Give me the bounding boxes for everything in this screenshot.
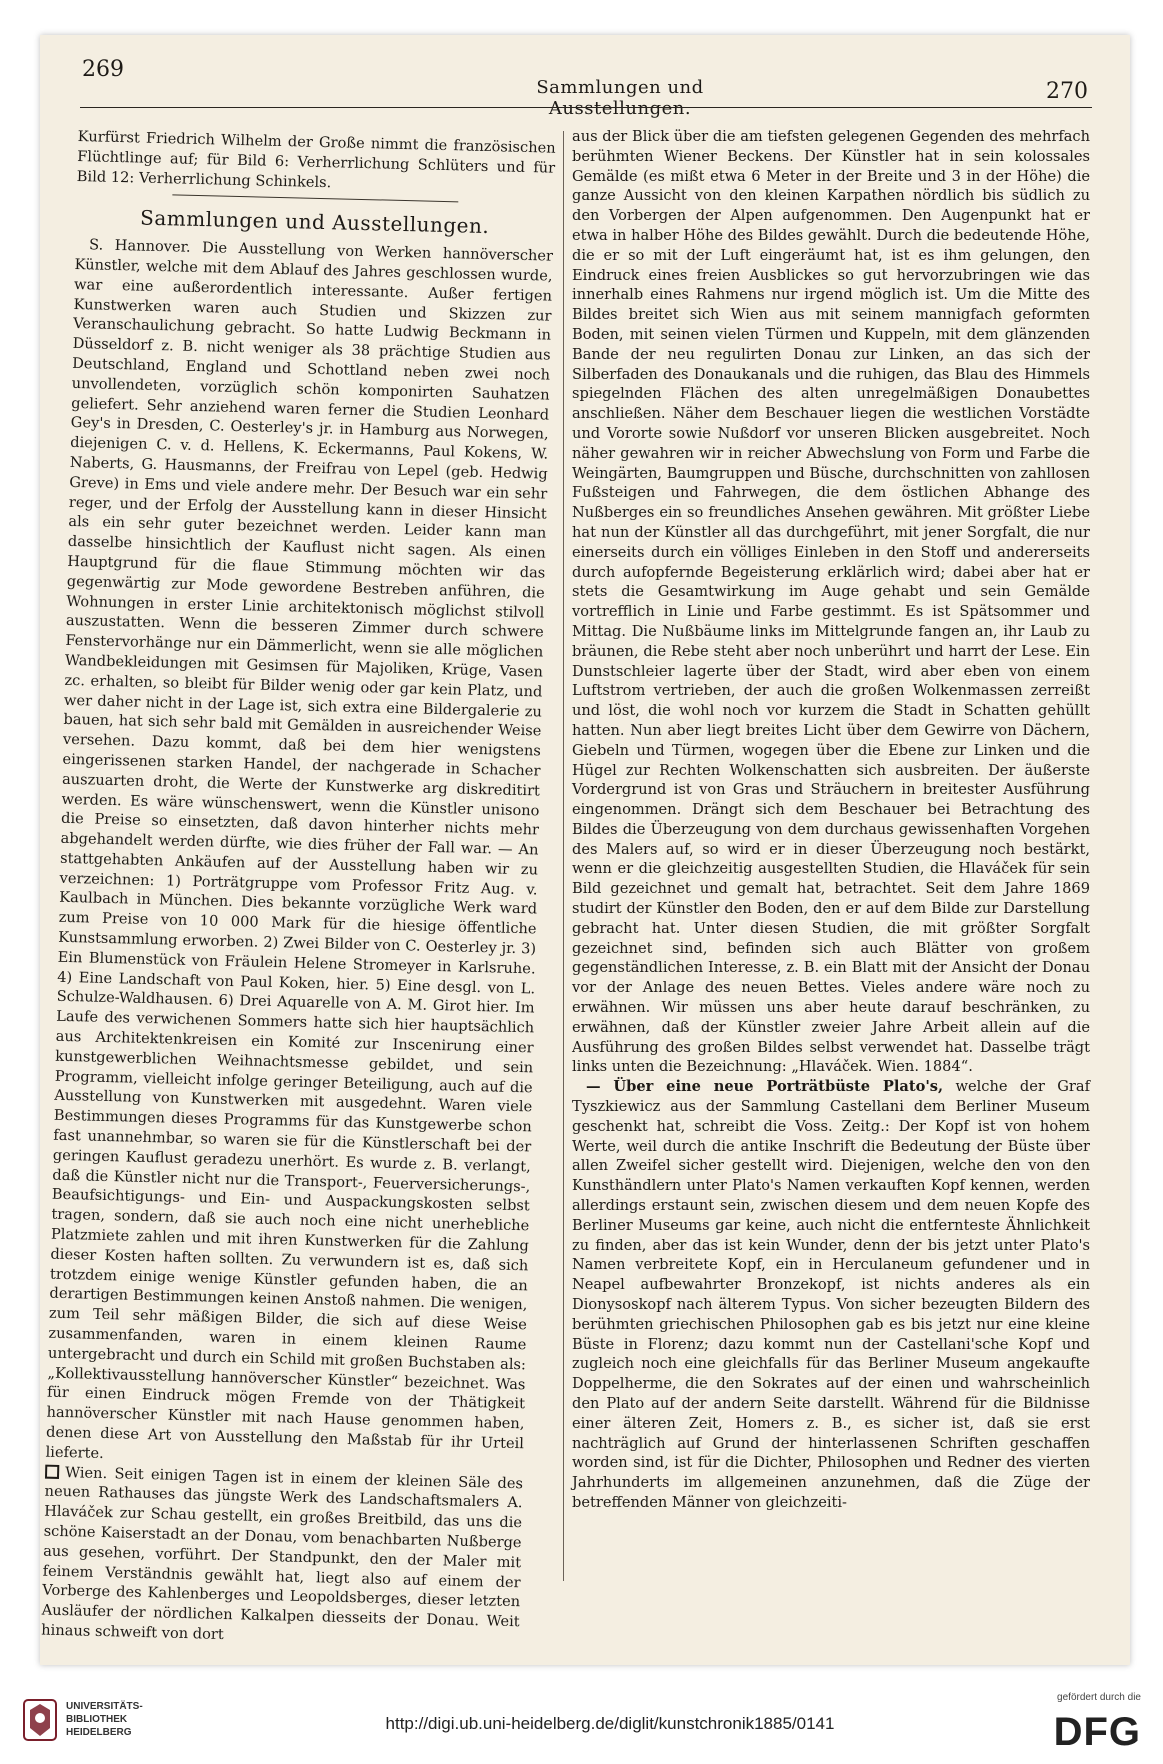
intro-paragraph: Kurfürst Friedrich Wilhelm der Große nimmt die französischen Flüchtlinge auf; für Bild 6: Verherrlichung Schlüters und für Bild 12: Verherrlichung Schinkels. [76, 127, 556, 191]
wien-paragraph: Wien. Seit einigen Tagen ist in einem der kleinen Säle des neuen Rathauses das jüngste Werk des Landschaftsmalers A. Hlaváček zur Schau gestellt, ein großes Breitbild, das uns die schöne Kaiserstadt an der Donau, vom benachbarten Nußberge aus gesehen, vorführt. Der Standpunkt, den der Maler mit feinem Verständnis gewählt hat, liegt also auf einem der Vorberge des Kahlenberges und Leopoldsberges, dieser letzten Ausläufer der nördlichen Kalkalpen diesseits der Donau. Weit hinaus schweift von dort [41, 1463, 524, 1643]
dfg-logo: DFG [1053, 1710, 1141, 1754]
wien-continuation-paragraph: aus der Blick über die am tiefsten gelegenen Gegenden des mehrfach berühmten Wiener Beckens. Der Künstler hat in sein kolossales Gemälde (es mißt etwa 6 Meter in der Breite und 3 in der Höhe) die ganze Aussicht von den kleinen Karpathen nördlich bis südlich zu den Vorbergen der Alpen aufgenommen. Den Augenpunkt hat er etwa in halber Höhe des Bildes gewählt. Durch die bedeutende Höhe, die er so mit der Luft eingeräumt hat, ist es ihm gelungen, den Eindruck eines freien Ausblickes so gut hervorzubringen wie das innerhalb eines Rahmens nur irgend möglich ist. Um die Mitte des Bildes breitet sich Wien aus mit seinem mannigfach geformten Boden, mit seinen vielen Türmen und Kuppeln, mit dem glänzenden Bande der neu regulirten Donau zur Linken, an das sich der Silberfaden des Donaukanals und die ruhigen, das Blau des Himmels spiegelnden Flächen des alten unregelmäßigen Donaubettes anschließen. Näher dem Beschauer liegen die westlichen Vorstädte und Vororte sowie Nußdorf vor unseren Blicken ausgebreitet. Noch näher gewahren wir in reicher Abwechslung von Form und Farbe die Weingärten, Baumgruppen und Büsche, durchschnitten von zahllosen Fußsteigen und Fahrwegen, die dem östlichen Abhange des Nußberges ein so freundliches Ansehen gewähren. Mit größter Liebe hat nun der Künstler all das durchgeführt, mit jener Sorgfalt, die nur einerseits durch ein völliges Einleben in den Stoff und andererseits durch aufopfernde Begeisterung erklärlich wird; dabei aber hat er stets die Gesamtwirkung im Auge gehabt und sein Gemälde vortrefflich in Linie und Farbe gestimmt. Es ist Spätsommer und Mittag. Die Nußbäume links im Mittelgrunde fangen an, ihr Laub zu bräunen, die Rebe steht aber noch unberührt und harrt der Lese. Ein Dunstschleier lagerte über der Stadt, wird aber eben von einem Luftstrom vertrieben, der auch die großen Wolkenmassen zerreißt und löst, die wohl noch vor kurzem die Stadt in Schatten gehüllt hatten. Nun aber liegt breites Licht über dem Gewirre von Dächern, Giebeln und Türmen, wogegen über die Ebene zur Linken und die Hügel zur Rechten Wolkenschatten sich ausbreiten. Der äußerste Vordergrund ist von Gras und Sträuchern in breitester Ausführung eingenommen. Drängt sich dem Beschauer bei Betrachtung des Bildes die Überzeugung von dem durchaus gewissenhaften Vorgehen des Malers auf, so wird er in dieser Überzeugung noch bestärkt, wenn er die gleichzeitig ausgestellten Studien, die Hlaváček für sein Bild gezeichnet und gemalt hat, betrachtet. Seit dem Jahre 1869 studirt der Künstler den Boden, den er auf dem Bilde zur Darstellung gebracht hat. Unter diesen Studien, die mit größter Sorgfalt gezeichnet sind, befinden sich auch Blätter von großem gegenständlichen Interesse, z. B. ein Blatt mit der Ansicht der Donau vor der Anlage des neuen Bettes. Vieles andere wäre noch zu erwähnen. Wir müssen uns aber heute darauf beschränken, zu erwähnen, daß der Künstler zweier Jahre Arbeit allein auf die Ausführung des großen Bildes selbst verwendet hat. Dasselbe trägt links unten die Bezeichnung: „Hlaváček. Wien. 1884“. [572, 128, 1090, 1076]
wien-paragraph-wrapper [41, 1462, 523, 1652]
column-divider [563, 131, 564, 1581]
plato-paragraph-wrapper [572, 1077, 1090, 1513]
sponsor-text: gefördert durch die [1057, 1692, 1141, 1703]
right-column [572, 127, 1090, 1513]
institution-name: UNIVERSITÄTS- BIBLIOTHEK HEIDELBERG [66, 1701, 143, 1738]
section-separator [172, 195, 459, 203]
square-marker-icon [45, 1464, 59, 1478]
plato-heading: — Über eine neue Porträtbüste Plato's, [586, 1078, 944, 1096]
plato-paragraph: welche der Graf Tyszkiewicz aus der Sammlung Castellani dem Berliner Museum geschenkt hat, schreibt die Voss. Zeitg.: Der Kopf ist von hohem Werte, weil durch die antike Inschrift die Bedeutung der Büste über allen Zweifel sicher gestellt wird. Diejenigen, welche den von den Kunsthändlern unter Plato's Namen verkauften Kopf kennen, werden allerdings erstaunt sein, zwischen diesem und dem neuen Kopfe des Berliner Museums gar keine, auch nicht die entfernteste Ähnlichkeit zu finden, aber das ist kein Wunder, denn der bis jetzt unter Plato's Namen verbreitete Kopf, ein in Herculaneum gefundener und in Neapel aufbewahrter Bronzekopf, ist nichts anderes als ein Dionysoskopf nach älterem Typus. Von sicher bezeugten Bildern des berühmten griechischen Philosophen gab es bis jetzt nur eine kleine Büste in Florenz; dazu kommt nun der Castellani'sche Kopf und zugleich noch eine gleichfalls für das Berliner Museum angekaufte Doppelherme, die den Sokrates auf der einen und wahrscheinlich den Plato auf der andern Seite darstellt. Während für die Bildnisse einer älteren Zeit, Homers z. B., es sicher ist, daß sie erst nachträglich auf Grund der hinterlassenen Schriften geschaffen worden sind, ist für die Dichter, Philosophen und Redner des vierten Jahrhunderts im allgemeinen anzunehmen, daß die Züge der betreffenden Männer von gleichzeiti- [572, 1078, 1091, 1511]
hannover-paragraph: S. Hannover. Die Ausstellung von Werken hannöverscher Künstler, welche mit dem Ablauf des Jahres geschlossen wurde, war eine außerordentlich interessante. Außer fertigen Kunstwerken waren auch Studien und Skizzen zur Veranschaulichung gebracht. So hatte Ludwig Beckmann in Düsseldorf z. B. nicht weniger als 38 prächtige Studien aus Deutschland, England und Schottland neben zwei noch unvollendeten, vorzüglich schön komponirten Sauhatzen geliefert. Sehr anziehend waren ferner die Studien Leonhard Gey's in Dresden, C. Oesterley's jr. in Hamburg aus Norwegen, diejenigen C. v. d. Hellens, K. Eckermanns, Paul Kokens, W. Naberts, G. Hausmanns, der Freifrau von Lepel (geb. Hedwig Greve) in Ems und viele andere mehr. Der Besuch war ein sehr reger, und der Erfolg der Ausstellung kann in dieser Hinsicht als ein sehr guter bezeichnet werden. Leider kann man dasselbe hinsichtlich der Kauflust nicht sagen. Als einen Hauptgrund für die flaue Stimmung möchten wir das gegenwärtig zur Mode gewordene Bestreben anführen, die Wohnungen in erster Linie architektonisch möglichst stilvoll auszustatten. Wenn die besseren Zimmer durch schwere Fenstervorhänge nur ein Dämmerlicht, wenn sie alle möglichen Wandbekleidungen mit Gesimsen für Majoliken, Krüge, Vasen zc. erhalten, so bleibt für Bilder wenig oder gar kein Platz, und wer daher nicht in der Lage ist, sich extra eine Bildergalerie zu bauen, hat sich sehr bald mit Gemälden in ausreichender Weise versehen. Dazu kommt, daß bei dem hier wenigstens eingerissenen starken Handel, der nachgerade in Schacher auszuarten droht, die Werte der Kunstwerke arg diskreditirt werden. Es wäre wünschenswert, wenn die Künstler unisono die Preise so einsetzten, daß davon hinterher nichts mehr abgehandelt werden dürfte, wie dies früher der Fall war. — An stattgehabten Ankäufen auf der Ausstellung haben wir zu verzeichnen: 1) Porträtgruppe vom Professor Fritz Aug. v. Kaulbach in München. Dies bekannte vorzügliche Werk ward zum Preise von 10 000 Mark für die hiesige öffentliche Kunstsammlung erworben. 2) Zwei Bilder von C. Oesterley jr. 3) Ein Blumenstück von Fräulein Helene Stromeyer in Karlsruhe. 4) Eine Landschaft von Paul Koken, hier. 5) Eine desgl. von L. Schulze-Waldhausen. 6) Drei Aquarelle von A. M. Girot hier. Im Laufe des verwichenen Sommers hatte sich hier hauptsächlich aus Architektenkreisen ein Komité zur Inscenirung einer kunstgewerblichen Weihnachtsmesse gebildet, und sein Programm, vielleicht infolge geringer Beteiligung, auch auf die Ausstellung von Kunstwerken mit ausgedehnt. Waren viele Bestimmungen dieses Programms für das Kunstgewerbe schon fast unannehmbar, so waren sie für die Künstlerschaft bei der geringen Kauflust geradezu unerhört. Es wurde z. B. verlangt, daß die Künstler nicht nur die Transport-, Feuerversicherungs-, Beaufsichtigungs- und Ein- und Auspackungskosten selbst tragen, sondern, daß sie auch noch eine nicht unerhebliche Platzmiete zahlen und mit ihren Kunstwerken für die Zahlung dieser Kosten haften sollten. Zu verwundern ist es, daß sich trotzdem einige wenige Künstler gefunden haben, die an derartigen Bestimmungen keinen Anstoß nahmen. Die wenigen, zum Teil sehr mäßigen Bilder, die sich auf diese Weise zusammenfanden, waren in einem kleinen Raume untergebracht und durch ein Schild mit großen Buchstaben als: „Kollektivausstellung hannöverscher Künstler“ bezeichnet. Was für einen Eindruck mögen Fremde von der Thätigkeit hannöverscher Künstler mit nach Hause genommen haben, denen diese Art von Ausstellung den Maßstab für ihr Urteil lieferte. [45, 236, 554, 1462]
page-number-right: 270 [1046, 79, 1088, 104]
running-title: Sammlungen und Ausstellungen. [536, 77, 704, 119]
page-number-left: 269 [82, 57, 124, 82]
left-column [41, 127, 556, 1652]
section-title: Sammlungen und Ausstellungen. [139, 205, 490, 239]
university-seal-icon [22, 1698, 58, 1742]
footer-bar [0, 1680, 1163, 1764]
header-rule [80, 107, 1092, 108]
scanned-page [40, 35, 1130, 1665]
source-url-link[interactable]: http://digi.ub.uni-heidelberg.de/diglit/kunstchronik1885/0141 [385, 1714, 835, 1733]
